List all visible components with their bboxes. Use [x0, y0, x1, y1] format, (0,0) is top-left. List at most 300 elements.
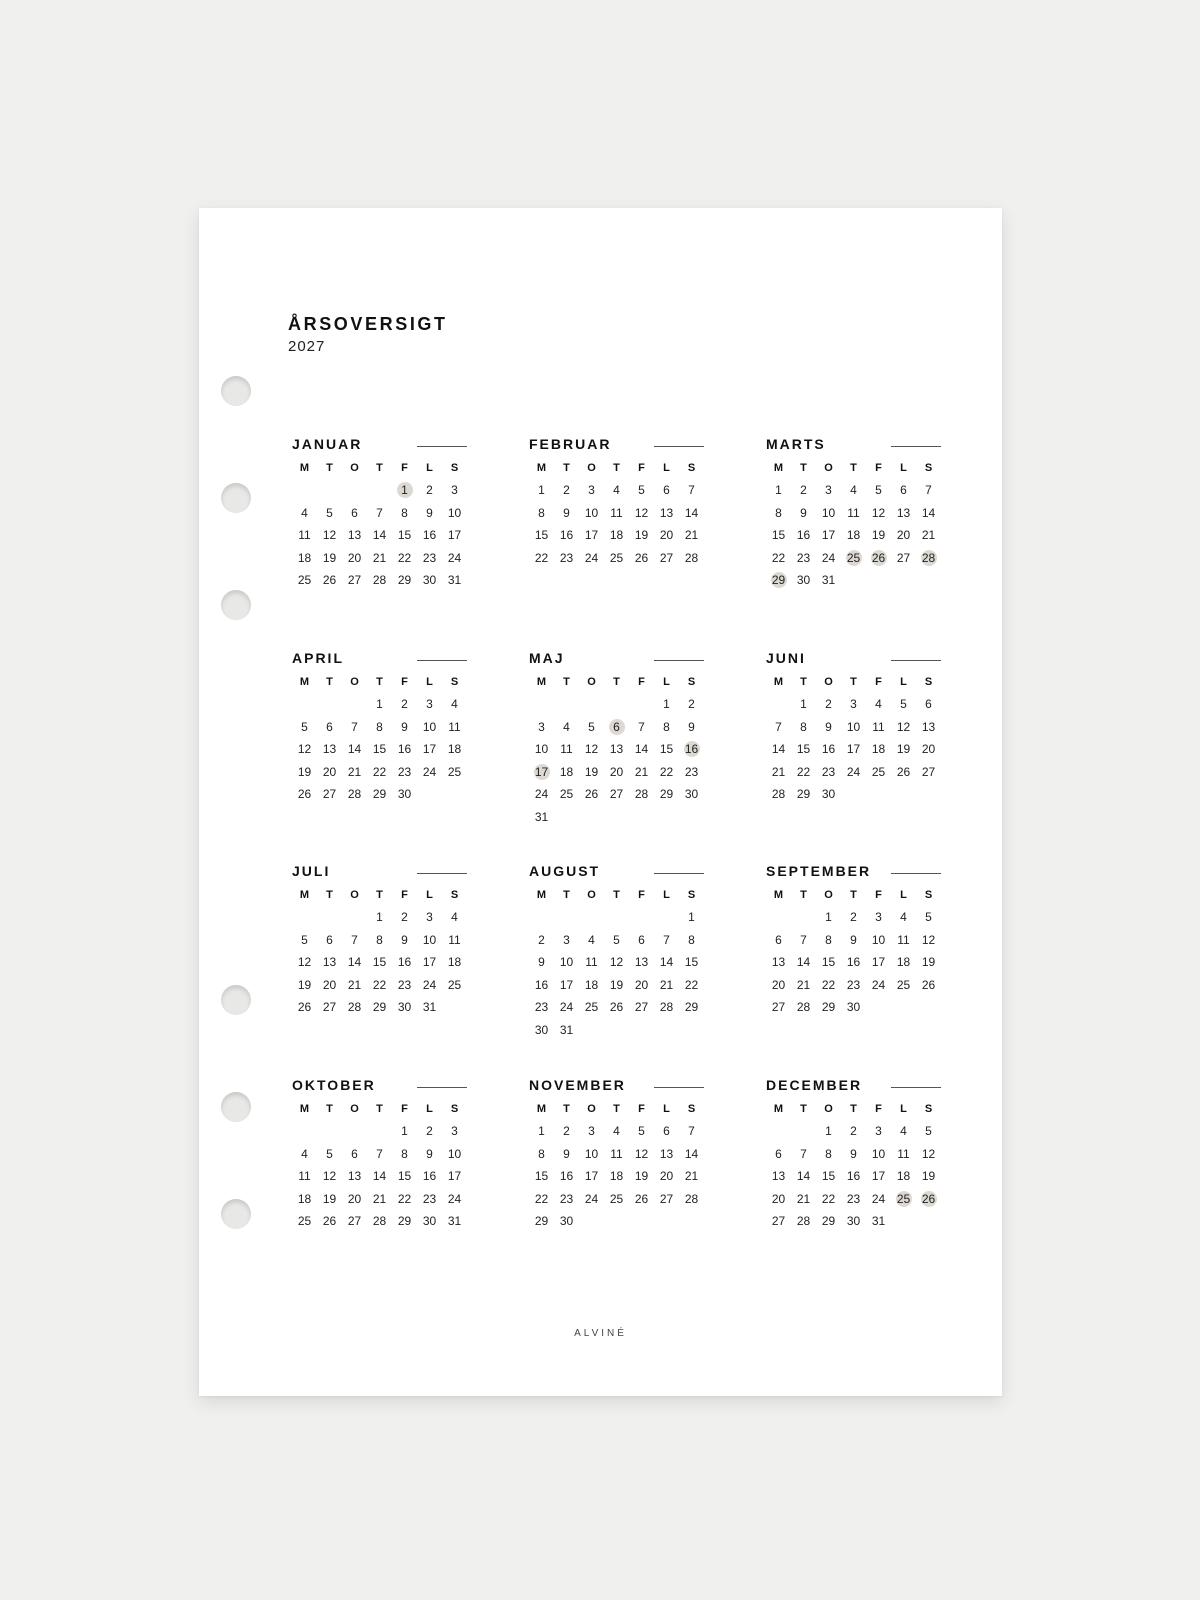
day-number: 29 — [771, 573, 786, 588]
month-grid — [529, 1095, 704, 1233]
day-number: 2 — [538, 932, 545, 947]
day-cell — [392, 547, 417, 570]
day-cell — [654, 929, 679, 952]
day-cell — [679, 783, 704, 806]
month-header — [766, 650, 941, 668]
day-number: 8 — [538, 505, 545, 520]
day-number: 13 — [347, 1169, 362, 1184]
day-cell — [654, 1165, 679, 1188]
day-number: 16 — [684, 742, 699, 757]
day-number: 9 — [401, 719, 408, 734]
month-header — [766, 436, 941, 454]
weekday-label: F — [638, 676, 645, 688]
day-cell — [417, 951, 442, 974]
day-cell — [604, 929, 629, 952]
day-cell — [417, 761, 442, 784]
empty-day-cell — [554, 906, 579, 929]
day-cell — [529, 951, 554, 974]
day-number: 12 — [297, 955, 312, 970]
day-number: 27 — [771, 1000, 786, 1015]
day-cell — [342, 716, 367, 739]
day-cell — [629, 716, 654, 739]
month-september — [766, 863, 941, 1019]
day-number: 27 — [609, 787, 624, 802]
day-number: 8 — [825, 1146, 832, 1161]
weekday-label: S — [450, 1103, 459, 1115]
day-cell — [629, 738, 654, 761]
empty-day-cell — [342, 906, 367, 929]
month-divider — [891, 446, 941, 447]
day-cell — [766, 547, 791, 570]
empty-day-cell — [529, 693, 554, 716]
day-cell — [654, 761, 679, 784]
day-number: 21 — [372, 1191, 387, 1206]
day-cell — [317, 783, 342, 806]
day-number: 9 — [850, 932, 857, 947]
day-cell — [816, 951, 841, 974]
day-number: 29 — [796, 787, 811, 802]
day-cell — [292, 996, 317, 1019]
day-cell — [629, 1188, 654, 1211]
day-number: 4 — [875, 697, 882, 712]
day-number: 26 — [609, 1000, 624, 1015]
day-number: 2 — [426, 1124, 433, 1139]
weekday-label: S — [924, 889, 933, 901]
day-cell — [292, 1143, 317, 1166]
empty-day-cell — [766, 906, 791, 929]
day-cell — [342, 951, 367, 974]
day-cell — [629, 761, 654, 784]
day-cell — [766, 996, 791, 1019]
day-cell — [554, 738, 579, 761]
day-number: 20 — [659, 1169, 674, 1184]
day-cell — [342, 738, 367, 761]
day-cell — [654, 693, 679, 716]
day-cell — [679, 1143, 704, 1166]
day-cell — [816, 1210, 841, 1233]
punch-hole — [221, 1199, 251, 1229]
planner-page — [199, 208, 1002, 1396]
punch-hole — [221, 483, 251, 513]
day-cell — [841, 502, 866, 525]
day-number: 27 — [322, 787, 337, 802]
day-cell — [891, 761, 916, 784]
day-number: 25 — [297, 573, 312, 588]
day-number: 3 — [588, 1124, 595, 1139]
weekday-label: F — [875, 889, 882, 901]
weekday-label: F — [401, 889, 408, 901]
day-number: 17 — [447, 528, 462, 543]
month-header — [766, 863, 941, 881]
empty-day-cell — [342, 693, 367, 716]
day-cell — [866, 693, 891, 716]
day-number: 8 — [376, 719, 383, 734]
day-cell — [866, 524, 891, 547]
weekday-label: M — [299, 462, 310, 474]
day-number: 28 — [347, 1000, 362, 1015]
day-number: 28 — [634, 787, 649, 802]
day-number: 31 — [871, 1214, 886, 1229]
month-header — [292, 650, 467, 668]
day-cell — [442, 693, 467, 716]
weekday-label: T — [613, 462, 620, 474]
day-number: 12 — [896, 719, 911, 734]
day-cell — [841, 1143, 866, 1166]
day-cell — [866, 1188, 891, 1211]
month-header — [529, 650, 704, 668]
day-number: 28 — [771, 787, 786, 802]
day-number: 23 — [684, 764, 699, 779]
empty-day-cell — [654, 906, 679, 929]
day-number: 26 — [871, 550, 886, 565]
day-number: 29 — [659, 787, 674, 802]
weekday-label: L — [900, 1103, 907, 1115]
month-name: MAJ — [529, 650, 565, 666]
day-number: 11 — [298, 528, 311, 543]
day-number: 7 — [688, 1124, 695, 1139]
day-number: 25 — [871, 764, 886, 779]
day-number: 30 — [559, 1214, 574, 1229]
day-number: 31 — [559, 1022, 574, 1037]
day-number: 25 — [609, 1191, 624, 1206]
day-number: 19 — [584, 764, 599, 779]
day-number: 4 — [451, 697, 458, 712]
day-number: 22 — [372, 977, 387, 992]
day-number: 21 — [771, 764, 786, 779]
month-name: APRIL — [292, 650, 344, 666]
day-cell — [866, 929, 891, 952]
weekday-label: T — [563, 1103, 570, 1115]
day-number: 13 — [322, 742, 337, 757]
day-cell — [816, 547, 841, 570]
day-cell — [367, 569, 392, 592]
day-cell — [342, 1165, 367, 1188]
day-cell — [629, 524, 654, 547]
day-cell — [841, 716, 866, 739]
day-number: 23 — [422, 1191, 437, 1206]
day-number: 1 — [775, 483, 782, 498]
weekday-label: S — [924, 1103, 933, 1115]
day-number: 20 — [634, 977, 649, 992]
day-number: 29 — [821, 1000, 836, 1015]
day-number: 20 — [347, 1191, 362, 1206]
day-number: 16 — [422, 528, 437, 543]
day-number: 30 — [397, 1000, 412, 1015]
day-cell — [392, 974, 417, 997]
day-cell — [554, 1165, 579, 1188]
day-cell — [891, 1165, 916, 1188]
day-number: 16 — [534, 977, 549, 992]
day-number: 11 — [872, 719, 885, 734]
day-number: 22 — [684, 977, 699, 992]
day-cell — [417, 547, 442, 570]
day-cell — [392, 693, 417, 716]
day-cell — [417, 524, 442, 547]
day-number: 19 — [322, 550, 337, 565]
weekday-label: T — [800, 676, 807, 688]
day-cell — [604, 738, 629, 761]
day-cell — [866, 951, 891, 974]
day-number: 29 — [397, 1214, 412, 1229]
day-cell — [442, 738, 467, 761]
weekday-label: S — [450, 462, 459, 474]
day-number: 9 — [426, 1146, 433, 1161]
day-number: 6 — [663, 1124, 670, 1139]
day-cell — [866, 761, 891, 784]
day-number: 3 — [563, 932, 570, 947]
day-number: 30 — [534, 1022, 549, 1037]
day-number: 7 — [925, 483, 932, 498]
day-number: 19 — [921, 955, 936, 970]
day-cell — [579, 479, 604, 502]
day-number: 11 — [448, 719, 461, 734]
day-number: 16 — [821, 742, 836, 757]
month-november — [529, 1077, 704, 1233]
day-number: 6 — [775, 1146, 782, 1161]
day-cell — [292, 524, 317, 547]
day-number: 15 — [771, 528, 786, 543]
day-number: 11 — [560, 742, 573, 757]
empty-day-cell — [554, 693, 579, 716]
day-cell — [579, 951, 604, 974]
day-cell — [417, 693, 442, 716]
day-number: 17 — [871, 955, 886, 970]
day-number: 3 — [875, 910, 882, 925]
day-cell — [791, 761, 816, 784]
day-cell — [816, 502, 841, 525]
empty-day-cell — [579, 906, 604, 929]
day-cell — [654, 502, 679, 525]
day-cell — [442, 569, 467, 592]
day-cell — [841, 479, 866, 502]
day-cell — [629, 1143, 654, 1166]
weekday-label: L — [426, 462, 433, 474]
weekday-label: T — [613, 889, 620, 901]
day-number: 1 — [800, 697, 807, 712]
day-number: 5 — [326, 505, 333, 520]
day-number: 8 — [663, 719, 670, 734]
month-name: FEBRUAR — [529, 436, 612, 452]
day-number: 4 — [900, 1124, 907, 1139]
day-cell — [791, 479, 816, 502]
punch-hole — [221, 590, 251, 620]
month-grid — [766, 881, 941, 1019]
day-cell — [604, 951, 629, 974]
day-number: 12 — [297, 742, 312, 757]
day-cell — [417, 716, 442, 739]
day-cell — [317, 1210, 342, 1233]
day-cell — [679, 693, 704, 716]
day-cell — [367, 502, 392, 525]
day-cell — [367, 761, 392, 784]
day-number: 28 — [372, 1214, 387, 1229]
day-cell — [392, 951, 417, 974]
day-number: 12 — [609, 955, 624, 970]
day-cell — [554, 1120, 579, 1143]
day-number: 24 — [871, 1191, 886, 1206]
weekday-label: S — [687, 889, 696, 901]
day-number: 30 — [422, 1214, 437, 1229]
day-number: 8 — [825, 932, 832, 947]
weekday-label: L — [900, 462, 907, 474]
day-cell — [317, 1143, 342, 1166]
day-cell — [841, 738, 866, 761]
day-cell — [891, 716, 916, 739]
day-cell — [816, 996, 841, 1019]
day-number: 3 — [875, 1124, 882, 1139]
day-number: 15 — [821, 1169, 836, 1184]
day-number: 13 — [771, 1169, 786, 1184]
day-cell — [629, 929, 654, 952]
day-cell — [554, 479, 579, 502]
day-number: 14 — [372, 528, 387, 543]
day-number: 24 — [871, 977, 886, 992]
weekday-label: T — [563, 676, 570, 688]
weekday-label: S — [687, 676, 696, 688]
month-grid — [292, 1095, 467, 1233]
month-divider — [417, 873, 467, 874]
day-number: 21 — [634, 764, 649, 779]
day-number: 17 — [422, 742, 437, 757]
day-cell — [916, 1120, 941, 1143]
day-cell — [654, 479, 679, 502]
weekday-label: F — [638, 462, 645, 474]
day-number: 23 — [422, 550, 437, 565]
day-cell — [816, 693, 841, 716]
empty-day-cell — [367, 1120, 392, 1143]
day-number: 25 — [896, 977, 911, 992]
day-cell — [317, 951, 342, 974]
empty-day-cell — [342, 479, 367, 502]
weekday-label: T — [850, 889, 857, 901]
day-number: 17 — [559, 977, 574, 992]
day-cell — [529, 974, 554, 997]
day-number: 5 — [301, 719, 308, 734]
day-cell — [554, 974, 579, 997]
weekday-label: T — [613, 676, 620, 688]
day-number: 7 — [376, 505, 383, 520]
day-cell-holiday — [916, 547, 941, 570]
day-number: 26 — [322, 573, 337, 588]
day-number: 14 — [372, 1169, 387, 1184]
day-number: 8 — [775, 505, 782, 520]
day-cell — [417, 929, 442, 952]
day-cell — [417, 1120, 442, 1143]
month-header — [292, 863, 467, 881]
day-number: 18 — [609, 1169, 624, 1184]
day-number: 10 — [584, 1146, 599, 1161]
day-cell — [604, 783, 629, 806]
month-grid — [292, 668, 467, 806]
day-number: 10 — [871, 1146, 886, 1161]
day-cell — [529, 1143, 554, 1166]
day-number: 11 — [847, 505, 860, 520]
day-number: 22 — [821, 1191, 836, 1206]
day-cell — [679, 929, 704, 952]
day-number: 17 — [584, 1169, 599, 1184]
day-number: 17 — [447, 1169, 462, 1184]
weekday-label: S — [450, 889, 459, 901]
day-number: 14 — [347, 742, 362, 757]
day-cell — [816, 974, 841, 997]
day-number: 16 — [846, 1169, 861, 1184]
weekday-label: O — [350, 1103, 359, 1115]
day-cell — [791, 996, 816, 1019]
day-cell — [766, 974, 791, 997]
day-number: 27 — [634, 1000, 649, 1015]
day-number: 13 — [896, 505, 911, 520]
day-number: 10 — [422, 719, 437, 734]
weekday-label: T — [376, 1103, 383, 1115]
day-cell — [342, 1188, 367, 1211]
day-cell — [766, 783, 791, 806]
day-number: 29 — [534, 1214, 549, 1229]
day-number: 19 — [322, 1191, 337, 1206]
day-number: 5 — [925, 910, 932, 925]
day-number: 4 — [850, 483, 857, 498]
day-number: 21 — [921, 528, 936, 543]
day-number: 23 — [821, 764, 836, 779]
day-cell — [554, 547, 579, 570]
day-number: 7 — [351, 719, 358, 734]
day-cell — [392, 1165, 417, 1188]
day-cell — [654, 974, 679, 997]
day-number: 18 — [896, 1169, 911, 1184]
empty-day-cell — [367, 479, 392, 502]
weekday-label: M — [536, 889, 547, 901]
day-number: 27 — [322, 1000, 337, 1015]
day-cell — [816, 1143, 841, 1166]
day-cell — [579, 547, 604, 570]
empty-day-cell — [317, 1120, 342, 1143]
day-cell — [579, 716, 604, 739]
day-number: 24 — [447, 1191, 462, 1206]
day-cell — [392, 1143, 417, 1166]
day-cell — [529, 996, 554, 1019]
day-cell-holiday — [529, 761, 554, 784]
day-cell — [367, 524, 392, 547]
day-number: 3 — [426, 697, 433, 712]
day-number: 22 — [397, 550, 412, 565]
day-number: 3 — [850, 697, 857, 712]
month-name: NOVEMBER — [529, 1077, 626, 1093]
day-cell — [367, 783, 392, 806]
day-cell — [367, 1143, 392, 1166]
day-cell — [317, 524, 342, 547]
day-number: 25 — [447, 764, 462, 779]
day-number: 13 — [659, 1146, 674, 1161]
day-cell — [317, 1188, 342, 1211]
day-cell — [791, 693, 816, 716]
day-number: 9 — [688, 719, 695, 734]
day-number: 26 — [297, 1000, 312, 1015]
punch-hole — [221, 985, 251, 1015]
day-number: 5 — [875, 483, 882, 498]
day-number: 31 — [534, 809, 549, 824]
day-cell — [766, 479, 791, 502]
day-cell — [417, 1210, 442, 1233]
weekday-label: M — [536, 1103, 547, 1115]
day-number: 18 — [297, 550, 312, 565]
day-number: 17 — [584, 528, 599, 543]
day-number: 15 — [397, 1169, 412, 1184]
day-number: 18 — [896, 955, 911, 970]
day-number: 14 — [796, 955, 811, 970]
day-number: 1 — [397, 482, 413, 498]
day-number: 20 — [322, 764, 337, 779]
day-cell — [317, 569, 342, 592]
day-cell — [317, 716, 342, 739]
